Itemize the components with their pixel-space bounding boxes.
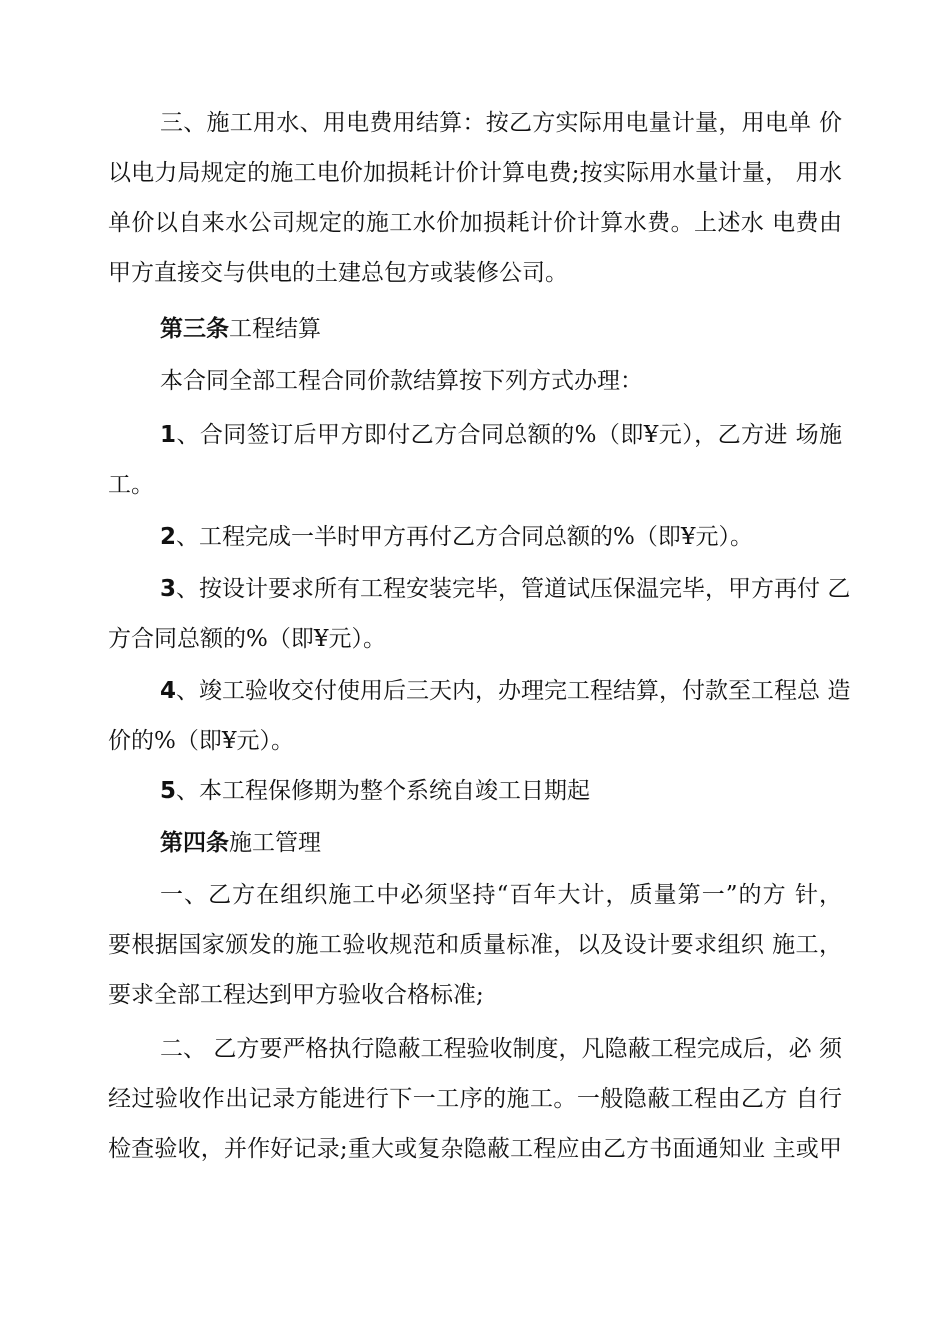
item-2-line: [160, 522, 842, 552]
article-3-heading: [160, 314, 321, 344]
item-1-text: 、合同签订后甲方即付乙方合同总额的%（即¥元），乙方进 场施: [176, 422, 842, 448]
item-3-number: 3: [160, 576, 177, 602]
article-4-heading: [160, 828, 321, 858]
item-2-text: 、工程完成一半时甲方再付乙方合同总额的%（即¥元）。: [176, 524, 754, 550]
paragraph-line: 三、施工用水、用电费用结算：按乙方实际用电量计量，用电单 价: [160, 110, 842, 136]
article-3-title: 工程结算: [229, 316, 321, 342]
paragraph-line: 二、 乙方要严格执行隐蔽工程验收制度，凡隐蔽工程完成后，必 须: [160, 1036, 842, 1062]
item-4-continuation: 价的%（即¥元）。: [108, 728, 294, 754]
item-1-line: [160, 420, 842, 450]
paragraph-line: 单价以自来水公司规定的施工水价加损耗计价计算水费。上述水 电费由: [108, 210, 842, 236]
paragraph-line: 要根据国家颁发的施工验收规范和质量标准，以及设计要求组织 施工，: [108, 932, 842, 958]
item-5-line: [160, 776, 842, 806]
item-3-line: [160, 574, 851, 604]
item-1-continuation: 工。: [108, 472, 154, 498]
paragraph-line: 以电力局规定的施工电价加损耗计价计算电费;按实际用水量计量， 用水: [108, 160, 842, 186]
article-3-number: 第三条: [160, 316, 229, 342]
item-4-line: [160, 676, 851, 706]
item-2-number: 2: [160, 524, 177, 550]
item-3-continuation: 方合同总额的%（即¥元）。: [108, 626, 386, 652]
article-4-number: 第四条: [160, 830, 229, 856]
item-4-text: 、竣工验收交付使用后三天内，办理完工程结算，付款至工程总 造: [176, 678, 851, 704]
paragraph-line: 一、乙方在组织施工中必须坚持“百年大计，质量第一”的方 针，: [160, 882, 842, 908]
paragraph-line: 甲方直接交与供电的土建总包方或装修公司。: [108, 260, 568, 286]
paragraph-line: 要求全部工程达到甲方验收合格标准;: [108, 982, 484, 1008]
article-4-title: 施工管理: [229, 830, 321, 856]
item-4-number: 4: [160, 678, 177, 704]
item-1-number: 1: [160, 422, 177, 448]
paragraph-line: 经过验收作出记录方能进行下一工序的施工。一般隐蔽工程由乙方 自行: [108, 1086, 842, 1112]
item-3-text: 、按设计要求所有工程安装完毕，管道试压保温完毕，甲方再付 乙: [176, 576, 851, 602]
paragraph-line: 检查验收，并作好记录;重大或复杂隐蔽工程应由乙方书面通知业 主或甲: [108, 1136, 842, 1162]
article-3-intro: 本合同全部工程合同价款结算按下列方式办理：: [160, 368, 643, 394]
item-5-number: 5: [160, 778, 177, 804]
item-5-text: 、本工程保修期为整个系统自竣工日期起: [176, 778, 591, 804]
